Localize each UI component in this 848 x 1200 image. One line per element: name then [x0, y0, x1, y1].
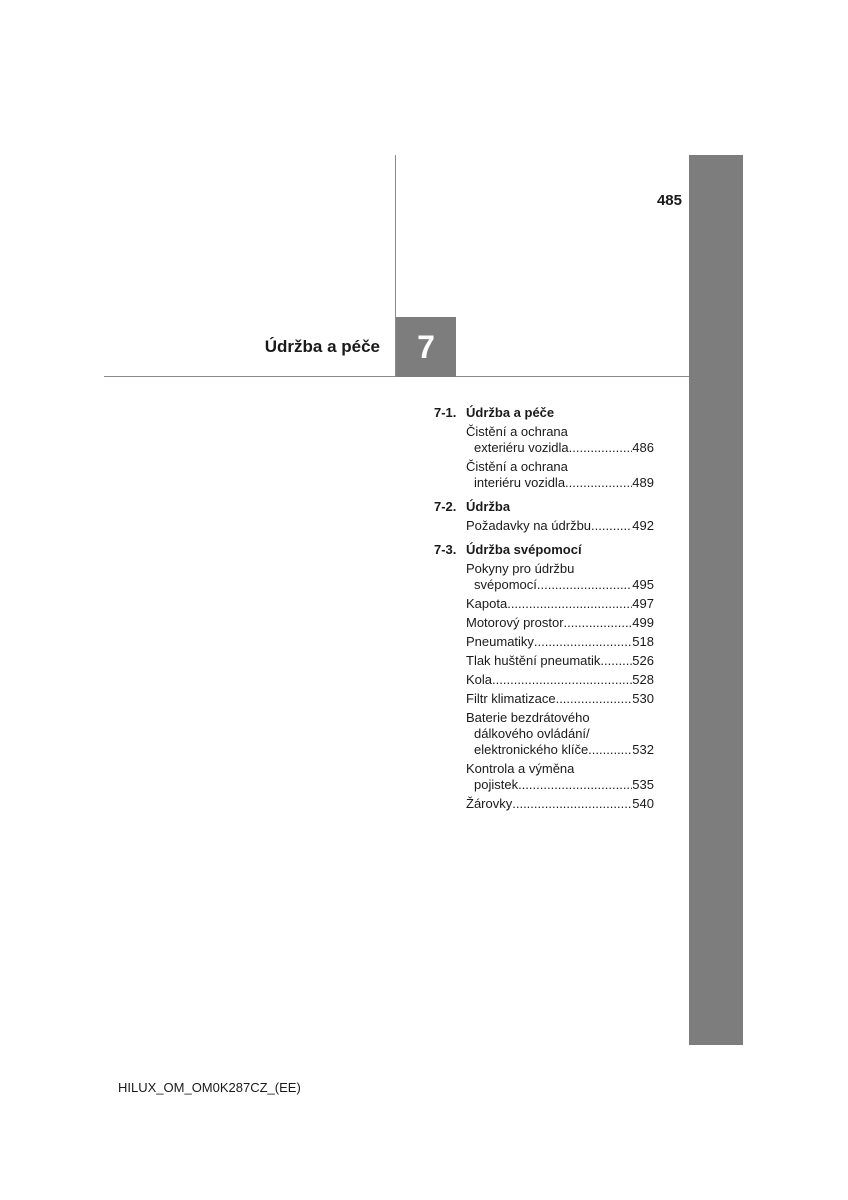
toc-entry[interactable] — [466, 710, 654, 758]
toc-entry-line — [466, 561, 654, 577]
toc-entry-text: interiéru vozidla — [474, 475, 566, 490]
toc-entry-page: 495 — [632, 577, 654, 592]
table-of-contents — [434, 405, 654, 820]
toc-entry-page: 540 — [632, 796, 654, 811]
toc-entry-page: 497 — [632, 596, 654, 611]
toc-entry[interactable] — [466, 691, 654, 707]
toc-entry-final-line — [466, 777, 654, 793]
dot-leader — [569, 440, 633, 456]
toc-entry-line — [466, 710, 654, 726]
toc-entry-list — [434, 424, 654, 491]
dot-leader — [518, 777, 632, 793]
toc-entry-text: Pokyny pro údržbu — [466, 561, 575, 576]
dot-leader — [588, 742, 632, 758]
toc-entry-final-line — [466, 691, 654, 707]
toc-entry[interactable] — [466, 424, 654, 456]
toc-entry-text: Kontrola a výměna — [466, 761, 575, 776]
toc-entry-page: 518 — [632, 634, 654, 649]
toc-entry-line — [466, 459, 654, 475]
toc-section-number: 7-1. — [434, 405, 457, 420]
toc-entry-text: exteriéru vozidla — [474, 440, 569, 455]
toc-entry-final-line — [466, 440, 654, 456]
toc-section-title: Údržba a péče — [466, 405, 555, 420]
toc-entry-text: Čistění a ochrana — [466, 459, 568, 474]
toc-entry[interactable] — [466, 761, 654, 793]
toc-entry-final-line — [466, 672, 654, 688]
toc-entry-text: dálkového ovládání/ — [474, 726, 590, 741]
toc-entry-final-line — [466, 615, 654, 631]
dot-leader — [492, 672, 632, 688]
dot-leader — [564, 615, 633, 631]
toc-section-title: Údržba — [466, 499, 511, 514]
toc-entry-text: Tlak huštění pneumatik — [466, 653, 601, 668]
toc-entry[interactable] — [466, 672, 654, 688]
toc-entry-page: 489 — [632, 475, 654, 490]
toc-entry[interactable] — [466, 561, 654, 593]
toc-entry-page: 492 — [632, 518, 654, 533]
toc-entry-text: Čistění a ochrana — [466, 424, 568, 439]
toc-entry-final-line — [466, 577, 654, 593]
toc-entry-text: Pneumatiky — [466, 634, 534, 649]
chapter-number-box: 7 — [396, 317, 456, 377]
toc-entry-line — [466, 726, 654, 742]
toc-entry[interactable] — [466, 459, 654, 491]
toc-section-heading[interactable] — [434, 405, 654, 421]
toc-entry-final-line — [466, 653, 654, 669]
toc-entry-text: Filtr klimatizace — [466, 691, 556, 706]
chapter-title: Údržba a péče — [264, 337, 380, 356]
toc-entry-text: pojistek — [474, 777, 519, 792]
toc-entry-final-line — [466, 796, 654, 812]
toc-entry-final-line — [466, 518, 654, 534]
toc-section-title: Údržba svépomocí — [466, 542, 582, 557]
toc-entry-line — [466, 761, 654, 777]
dot-leader — [534, 634, 632, 650]
toc-section-number: 7-3. — [434, 542, 457, 557]
toc-entry[interactable] — [466, 796, 654, 812]
toc-entry-page: 528 — [632, 672, 654, 687]
toc-entry[interactable] — [466, 634, 654, 650]
toc-entry-text: Kola — [466, 672, 493, 687]
page-number: 485 — [656, 192, 682, 209]
dot-leader — [507, 596, 632, 612]
footer-code: HILUX_OM_OM0K287CZ_(EE) — [118, 1080, 301, 1095]
toc-entry-text: Požadavky na údržbu — [466, 518, 592, 533]
toc-entry[interactable] — [466, 518, 654, 534]
toc-entry-page: 535 — [632, 777, 654, 792]
toc-entry-page: 530 — [632, 691, 654, 706]
toc-entry-page: 499 — [632, 615, 654, 630]
chapter-side-tab — [689, 155, 743, 1045]
toc-entry-page: 486 — [632, 440, 654, 455]
toc-section-heading[interactable] — [434, 542, 654, 558]
toc-entry-text: Kapota — [466, 596, 508, 611]
toc-entry-final-line — [466, 596, 654, 612]
toc-section-heading[interactable] — [434, 499, 654, 515]
dot-leader — [600, 653, 632, 669]
toc-entry-text: Baterie bezdrátového — [466, 710, 590, 725]
dot-leader — [591, 518, 632, 534]
toc-entry-text: elektronického klíče — [474, 742, 589, 757]
toc-entry[interactable] — [466, 653, 654, 669]
toc-entry-final-line — [466, 475, 654, 491]
toc-entry-page: 526 — [632, 653, 654, 668]
toc-entry-final-line — [466, 742, 654, 758]
toc-entry-list — [434, 518, 654, 534]
toc-entry[interactable] — [466, 615, 654, 631]
dot-leader — [512, 796, 632, 812]
toc-entry-page: 532 — [632, 742, 654, 757]
toc-section-number: 7-2. — [434, 499, 457, 514]
toc-entry-text: svépomocí — [474, 577, 537, 592]
toc-entry-text: Motorový prostor — [466, 615, 564, 630]
dot-leader — [565, 475, 632, 491]
toc-entry-final-line — [466, 634, 654, 650]
toc-entry[interactable] — [466, 596, 654, 612]
dot-leader — [556, 691, 633, 707]
toc-entry-text: Žárovky — [466, 796, 513, 811]
toc-entry-list — [434, 561, 654, 812]
toc-entry-line — [466, 424, 654, 440]
dot-leader — [537, 577, 632, 593]
